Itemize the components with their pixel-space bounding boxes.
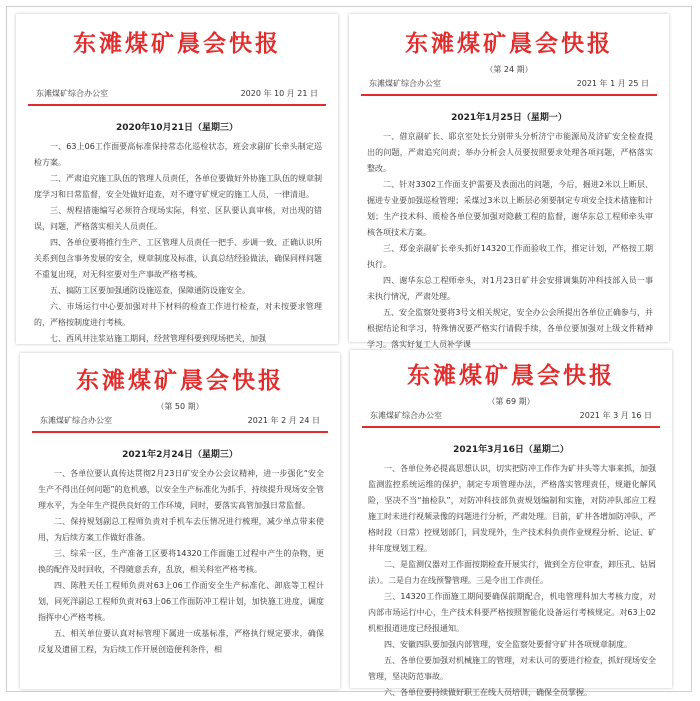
body-paragraph: 五、各单位要加强对机械施工的管理，对未认可的要进行检查，抓好现场安全管理，坚决防范事故。	[368, 656, 656, 681]
meta-line	[16, 88, 338, 99]
red-divider	[361, 94, 657, 96]
body-paragraph: 四、各单位要将推行生产、工区管理人员责任一把手、步调一致、正确认识所关系到包含事务发展的安全，规章制度及标准，认真总结经验做法，确保同样问题不重复出现，对无科室要对生产事故严格考核。	[34, 238, 322, 279]
meta-line	[350, 410, 672, 421]
body-paragraph: 五、搞防工区要加强通防设施巡查，保障通防设施安全。	[50, 286, 250, 295]
issue-date: 2020 年 10 月 21 日	[240, 89, 318, 98]
body-paragraph: 一、借京副矿长、耶京室处长分别带头分析济宁市能源局及济矿安全检查提出的问题，严肃追究问责；举办分析会人员要按照要求处理各项问题，严格落实整改。	[367, 132, 653, 173]
masthead-title: 东滩煤矿晨会快报	[405, 30, 613, 57]
meta-line	[20, 415, 340, 426]
body-paragraph: 六、各单位要持续做好职工在线人员培训，确保全员掌握。	[384, 688, 592, 697]
body-paragraph: 五、相关单位要认真对标管理下属进一成基标准，严格执行规定要求，确保反复及遗留工程，为后续工作开展创造便利条件，相	[38, 629, 324, 654]
red-divider	[362, 426, 660, 428]
body-paragraph: 三、规程措施编写必须符合现场实际，科室、区队要认真审核，对出现的错误，问题，严格落实相关人员责任。	[34, 206, 322, 231]
body-paragraph: 七、西风井注浆站施工期间，经营管理科要到现场把关，加强	[50, 334, 266, 343]
meeting-date-heading: 2021年1月25日（星期一）	[451, 113, 567, 123]
bulletin-body	[20, 466, 340, 658]
issue-date: 2021 年 2 月 24 日	[247, 416, 320, 425]
body-paragraph: 三、14320工作面施工期间要确保前期配合，机电管理科加大考核力度，对内部市场运行中心，生产技术科要严格按照智能化设备运行考核规定。对63上02机柜报道进度已经报通知。	[368, 592, 656, 633]
office-name: 东滩煤矿综合办公室	[370, 411, 442, 420]
masthead-title: 东滩煤矿晨会快报	[73, 30, 281, 57]
office-name: 东滩煤矿综合办公室	[36, 89, 108, 98]
body-paragraph: 二、针对3302工作面支护需要及表面出的问题，今后，掘进2米以上断层、掘进专业要加强巡检管理；采煤过3米以上断层必须要制定专项安全技术措施和计划；生产技术科、质检各单位要加强对隐蔽工程的监督，谢华东总工程师牵头审核各项技术方案。	[367, 180, 653, 237]
bulletin-sheet-2	[349, 14, 669, 349]
body-paragraph: 一、各单位要认真传达贯彻2月23日矿安全办公会议精神，进一步强化“安全生产不得出任何问题”的危机感，以安全生产标准化为抓手，持续提升现场安全管理水平，为全年生产提供良好的工作环境，同时，要落实高管加强日常监督。	[38, 469, 324, 510]
body-paragraph: 一、63上06工作面要高标准保持常态化巡检状态，班会求副矿长牵头制定巡检方案。	[34, 142, 322, 167]
bulletin-body	[16, 139, 338, 347]
body-paragraph: 四、安徽四队要加强内部管理，安全监察处要督守矿井各项规章制度。	[384, 640, 632, 649]
masthead-title: 东滩煤矿晨会快报	[76, 367, 284, 394]
office-name: 东滩煤矿综合办公室	[40, 416, 112, 425]
bulletin-body	[350, 461, 672, 701]
issue-number: （第 50 期）	[156, 402, 204, 411]
meeting-date-heading: 2021年3月16日（星期二）	[453, 445, 569, 455]
issue-date: 2021 年 1 月 25 日	[576, 79, 649, 88]
body-paragraph: 五、安全监察处要将3号文相关规定，安全办公会所提出各单位正确参与，并根据结论和学习，特殊情况要严格实行请假手续，各单位要加强对上级文件精神学习。落实好复工人员补学课	[367, 308, 653, 349]
body-paragraph: 四、谢华东总工程师牵头，对1月23日矿井会安排调集防冲科技部入员一事未执行情况，严肃处理。	[367, 276, 653, 301]
issue-number: （第 24 期）	[485, 65, 533, 74]
body-paragraph: 二、是监测仪器对工作面按期检查开展实行，做到全方位审查，卸压孔、钻屑法）。二是自力在线预警管理。三是令出工作责任。	[368, 560, 656, 585]
issue-number: （第 69 期）	[487, 397, 535, 406]
red-divider	[28, 104, 326, 106]
body-paragraph: 二、保持规划副总工程师负责对手机车去压情况进行梳理，减少单点带来使用，为后续方案工作做好准备。	[38, 517, 324, 542]
bulletin-sheet-4	[350, 350, 672, 697]
bulletin-sheet-3	[20, 353, 340, 689]
body-paragraph: 六、市场运行中心要加强对井下材料的检查工作进行检查，对未按要求管理的，严格按制度进行考核。	[34, 302, 322, 327]
bulletin-body	[349, 129, 669, 353]
office-name: 东滩煤矿综合办公室	[369, 79, 441, 88]
red-divider	[32, 431, 328, 433]
body-paragraph: 四、陈胜天任工程师负责对63上06工作面安全生产标准化、卸底等工程计划，同死洋副总工程师负责对63上06工作面防冲工程计划，加快施工进度，调度指挥中心严格考核。	[38, 581, 324, 622]
body-paragraph: 一、各单位务必提高思想认识，切实把防冲工作作为矿井头等大事来抓，加强监测监控系统运维的保护，制定专项管理办法，严格落实管理责任，规避化解风险，坚决不当“抽检队”，对防冲科技部负责规划编制和实施，对防冲队部应工程施工时未进行视频录像的问题进行分析，严肃处理。目前，矿井各增加防冲队，严格时段（日常）控规划部门，同发现外，生产技术科负责作业规程分析、论证、矿井年度规划工程。	[368, 464, 656, 553]
meta-line	[349, 78, 669, 89]
body-paragraph: 三、郑金亲副矿长牵头抓好14320工作面验收工作，推定计划，严格按工期执行。	[367, 244, 653, 269]
meeting-date-heading: 2021年2月24日（星期三）	[122, 450, 238, 460]
meeting-date-heading: 2020年10月21日（星期三）	[115, 123, 239, 133]
body-paragraph: 三、综采一区，生产准备工区要将14320工作面施工过程中产生的杂物，更换的配件及时回收，不得随意丢弃，乱放，相关科室严格考核。	[38, 549, 324, 574]
issue-number	[16, 64, 338, 74]
issue-date: 2021 年 3 月 16 日	[579, 411, 652, 420]
masthead-title: 东滩煤矿晨会快报	[407, 362, 615, 389]
body-paragraph: 二、严肃追究施工队伍的管理人员责任，各单位要做好外协施工队伍的规章制度学习和日常监督，安全处做好追查，对不遵守矿规定的施工人员，一律清退。	[34, 174, 322, 199]
bulletin-sheet-1	[16, 14, 338, 344]
